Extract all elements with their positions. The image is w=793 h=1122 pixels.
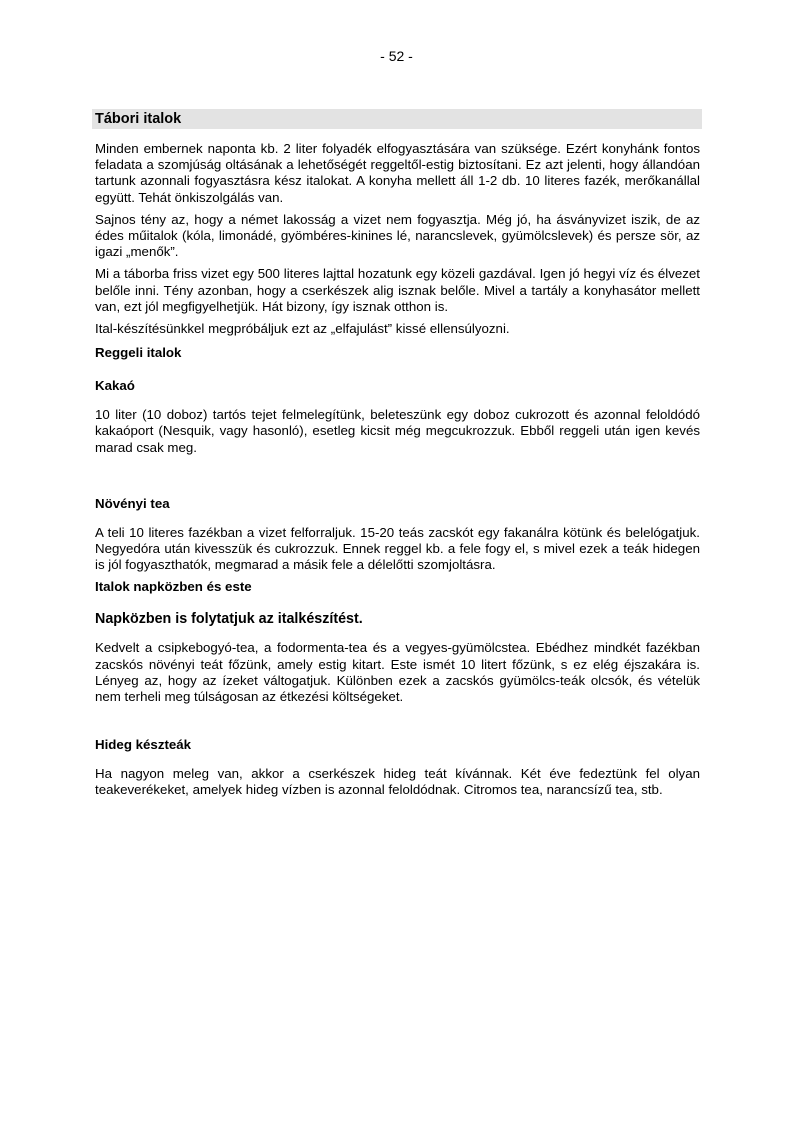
section-heading-napkozben-folytatjuk: Napközben is folytatjuk az italkészítést.: [95, 611, 363, 628]
hideg-keszteak-paragraph: Ha nagyon meleg van, akkor a cserkészek hideg teát kívánnak. Két éve fedeztünk fel olyan teakeverékeket, amelyek hideg vízben is azonnal feloldódnak. Citromos tea, narancsízű tea, stb.: [95, 766, 700, 798]
intro-paragraph-1: Minden embernek naponta kb. 2 liter folyadék elfogyasztására van szüksége. Ezért konyhánk fontos feladata a szomjúság oltásának a lehetőségét reggeltől-estig biztosítani. Ez azt jelenti, hogy állandóan tartunk azonnali fogyasztásra kész italokat. A konyha mellett áll 1-2 db. 10 literes fazék, merőkanállal együtt. Tehát önkiszolgálás van.: [95, 141, 700, 205]
intro-paragraph-4: Ital-készítésünkkel megpróbáljuk ezt az „elfajulást” kissé ellensúlyozni.: [95, 321, 510, 337]
chapter-title: Tábori italok: [95, 111, 182, 127]
page-number: - 52 -: [380, 48, 413, 64]
section-heading-italok-napkozben: Italok napközben és este: [95, 579, 252, 595]
page-content: [95, 109, 700, 799]
section-heading-kakao: Kakaó: [95, 378, 135, 394]
section-heading-novenyi-tea: Növényi tea: [95, 495, 170, 511]
kakao-paragraph: 10 liter (10 doboz) tartós tejet felmelegítünk, beleteszünk egy doboz cukrozott és azonnal feloldódó kakaóport (Nesquik, vagy hasonló), esetleg kicsit még megcukrozzuk. Ebből reggeli után igen kevés marad csak meg.: [95, 407, 700, 455]
chapter-heading-bar: [92, 109, 702, 129]
novenyi-tea-paragraph: A teli 10 literes fazékban a vizet felforraljuk. 15-20 teás zacskót egy fakanálra kötünk és belelógatjuk. Negyedóra után kivesszük és cukrozzuk. Ennek reggel kb. a fele fogy el, s mivel ezek a teák hidegen is jól fogyaszthatók, megmarad a másik fele a délelőtti szomjoltásra.: [95, 524, 700, 573]
section-heading-hideg-keszteak: Hideg készteák: [95, 737, 192, 753]
intro-paragraph-3: Mi a táborba friss vizet egy 500 literes lajttal hozatunk egy közeli gazdával. Igen jó hegyi víz és élvezet belőle inni. Tény azonban, hogy a cserkészek alig isznak belőle. Mivel a tartály a konyhasátor mellett van, ezt jól megfigyelhetjük. Hát bizony, így isznak otthon is.: [95, 266, 700, 314]
intro-paragraph-2: Sajnos tény az, hogy a német lakosság a vizet nem fogyasztja. Még jó, ha ásványvizet iszik, de az édes műitalok (kóla, limonádé, gyömbéres-kinines lé, narancslevek, gyümölcslevek) és persze sör, az igazi „menők”.: [95, 211, 700, 260]
napkozben-paragraph: Kedvelt a csipkebogyó-tea, a fodormenta-tea és a vegyes-gyümölcstea. Ebédhez mindkét fazékban zacskós növényi teát főzünk, amely estig kitart. Este ismét 10 litert főzünk, s ez elég éjszakára is. Lényeg az, hogy az ízeket váltogatjuk. Különben ezek a zacskós gyümölcs-teák olcsók, és vételük nem terheli meg túlságosan az étkezési költségeket.: [95, 640, 700, 705]
section-heading-reggeli-italok: Reggeli italok: [95, 345, 182, 361]
